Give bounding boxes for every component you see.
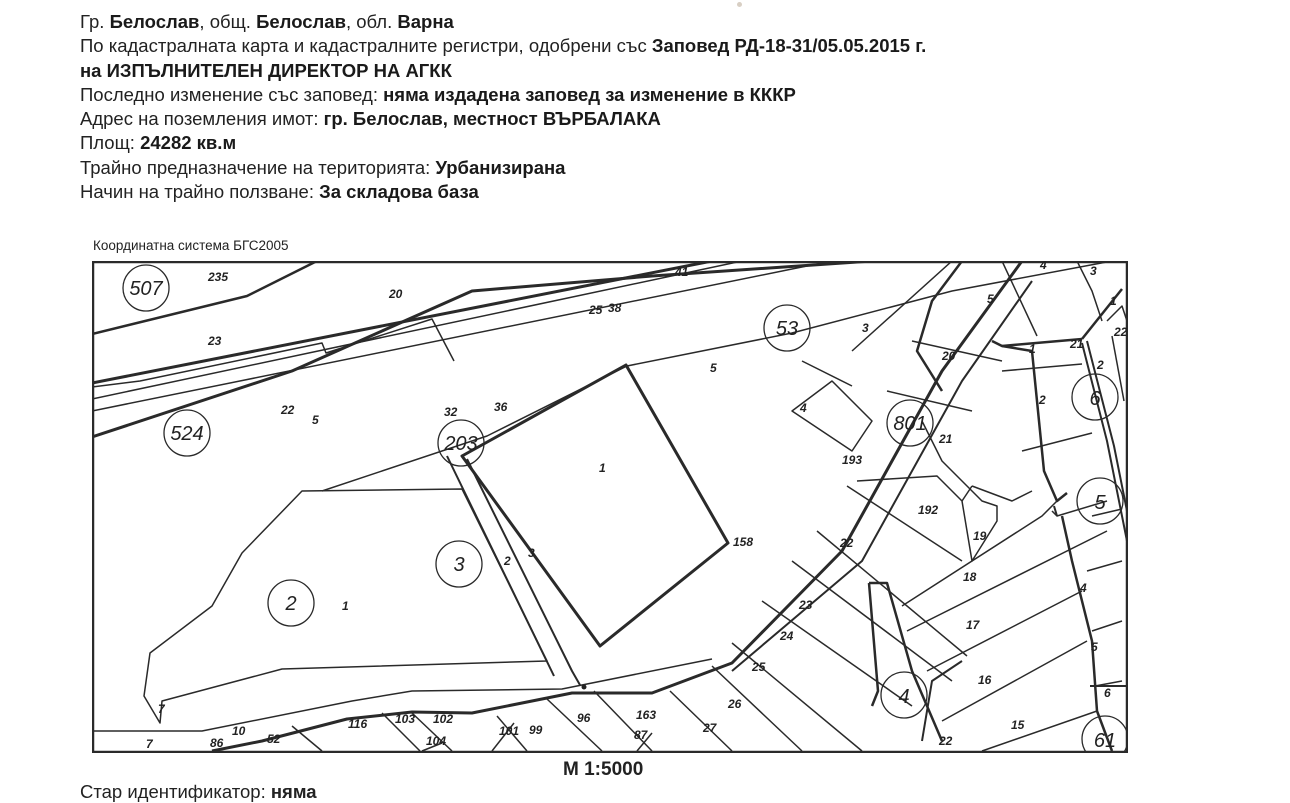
map-scale: М 1:5000 [563,759,644,780]
svg-text:193: 193 [842,453,863,467]
svg-text:18: 18 [963,570,977,584]
svg-text:5: 5 [1091,640,1098,654]
svg-text:53: 53 [775,318,799,340]
town: Белослав [109,11,200,32]
scan-speck [737,2,742,7]
svg-text:163: 163 [636,708,657,722]
region: Варна [397,11,454,32]
svg-text:16: 16 [978,673,992,687]
order-number: Заповед РД-18-31/05.05.2015 г. [651,35,927,57]
svg-text:25: 25 [752,660,766,674]
svg-text:4: 4 [898,686,910,708]
last-change-value: няма издадена заповед за изменение в КККР [383,83,796,105]
svg-text:5: 5 [987,292,994,306]
svg-text:22: 22 [1114,325,1128,339]
svg-text:21: 21 [1070,337,1084,351]
svg-text:25: 25 [589,303,603,317]
parcel-numbers [146,261,1128,751]
last-change-line: Последно изменение със заповед: няма издадена заповед за изменение в КККР [80,83,796,105]
svg-text:27: 27 [703,721,717,735]
svg-text:23: 23 [799,598,813,612]
usage-value: За складова база [319,181,479,203]
svg-text:86: 86 [210,736,224,750]
svg-text:22: 22 [281,403,295,417]
svg-text:524: 524 [170,423,204,445]
svg-text:36: 36 [494,400,508,414]
svg-text:3: 3 [528,546,535,560]
svg-text:2: 2 [285,593,297,615]
svg-text:20: 20 [389,287,403,301]
svg-text:7: 7 [146,737,153,751]
svg-text:158: 158 [733,535,754,549]
svg-text:32: 32 [444,405,458,419]
svg-text:6: 6 [1104,686,1111,700]
svg-text:96: 96 [577,711,591,725]
svg-text:22: 22 [840,536,854,550]
svg-text:5: 5 [710,361,717,375]
svg-text:15: 15 [1011,718,1025,732]
svg-text:5: 5 [312,413,319,427]
svg-text:38: 38 [608,301,622,315]
svg-text:7: 7 [158,702,165,716]
svg-text:10: 10 [232,724,246,738]
svg-text:1: 1 [599,461,606,475]
svg-text:235: 235 [208,270,229,284]
svg-text:4: 4 [1080,581,1087,595]
svg-text:103: 103 [395,712,416,726]
svg-text:507: 507 [129,278,163,300]
area-value: 24282 кв.м [140,132,237,154]
municipality: Белослав [256,11,346,32]
svg-text:99: 99 [529,723,543,737]
svg-text:41: 41 [675,265,689,279]
svg-text:52: 52 [267,732,281,746]
svg-text:22: 22 [939,734,953,748]
address-value: гр. Белослав, местност ВЪРБАЛАКА [323,108,661,130]
svg-text:1: 1 [342,599,349,613]
svg-text:2: 2 [1039,393,1046,407]
svg-text:20: 20 [942,349,956,363]
usage-line: Начин на трайно ползване: За складова база [80,181,479,203]
coordinate-system-label: Координатна система БГС2005 [93,238,289,253]
territory-purpose-value: Урбанизирана [435,156,566,178]
old-identifier-line: Стар идентификатор: няма [80,781,317,802]
svg-text:87: 87 [634,728,648,742]
old-identifier-value: няма [270,781,317,802]
svg-text:801: 801 [893,413,927,435]
property-info [80,10,926,204]
authority-line: на ИЗПЪЛНИТЕЛЕН ДИРЕКТОР НА АГКК [80,59,452,81]
svg-text:23: 23 [208,334,222,348]
svg-text:3: 3 [453,554,465,576]
svg-text:3: 3 [1090,264,1097,278]
cadastral-map [92,261,1128,753]
svg-text:102: 102 [433,712,454,726]
svg-text:203: 203 [444,433,478,455]
svg-text:21: 21 [939,432,953,446]
svg-text:26: 26 [728,697,742,711]
svg-text:4: 4 [800,401,807,415]
address-line: Адрес на поземления имот: гр. Белослав, местност ВЪРБАЛАКА [80,108,661,130]
area-line: Площ: 24282 кв.м [80,132,237,154]
svg-text:5: 5 [1094,492,1106,514]
svg-text:17: 17 [966,618,980,632]
svg-text:1: 1 [1029,342,1036,356]
svg-text:101: 101 [499,724,520,738]
svg-text:6: 6 [1089,388,1101,410]
svg-text:104: 104 [426,734,447,748]
svg-text:1: 1 [1110,294,1117,308]
svg-text:4: 4 [1040,261,1047,272]
svg-text:19: 19 [973,529,987,543]
svg-text:192: 192 [918,503,939,517]
location-line: Гр. Белослав, общ. Белослав, обл. Варна [80,11,454,32]
svg-text:24: 24 [780,629,794,643]
block-numbers [129,278,1116,752]
territory-purpose-line: Трайно предназначение на територията: Урбанизирана [80,156,566,178]
svg-text:2: 2 [504,554,511,568]
svg-text:3: 3 [862,321,869,335]
order-line: По кадастралната карта и кадастралните регистри, одобрени със Заповед РД-18-31/05.05.2015 г. [80,35,927,57]
svg-text:2: 2 [1097,358,1104,372]
svg-text:116: 116 [348,717,368,731]
svg-text:61: 61 [1093,730,1117,752]
